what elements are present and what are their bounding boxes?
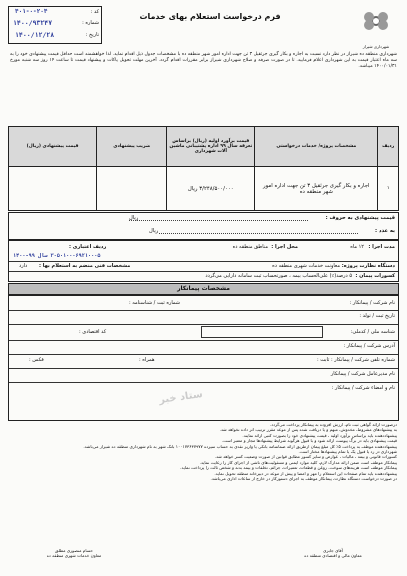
manager-name-label: نام مدیرعامل شرکت / پیمانکار (330, 371, 395, 377)
duration-value: ۱۲ ماه (350, 244, 364, 250)
offer-box (8, 212, 399, 240)
table-cell-offer-price[interactable] (9, 167, 97, 211)
table-header-coefficient: ضریب پیشنهادی (97, 127, 167, 167)
dept-value: معاونت خدمات شهری منطقه ده (272, 263, 340, 269)
table-header-base-price: قیمت برآورد اولیه (ریال) براساس تعرفه سال ۹۹ اداره پشتیبانی ماشین آلات شهرداری (167, 127, 255, 167)
signature-block-1 (14, 548, 134, 559)
note-item: به پیشنهادهای مشروط، مخدوش، مبهم و یا دریافت شده پس از موعد مقرر ترتیب اثر داده نخواهد شد. (219, 427, 397, 433)
table-cell-coefficient[interactable] (97, 167, 167, 211)
services-table (8, 126, 399, 211)
offer-numbers-unit: ریال (149, 228, 159, 234)
page-title: فرم درخواست استعلام بهای خدمات (139, 12, 281, 21)
note-item: قیمت پیشنهادی باید در برگ پیوست ارائه شود و با قبول هرگونه شرایط پیشنهادها مجاز و معتبر است. (221, 438, 397, 444)
signatory-role: معاون مالی و اقتصادی منطقه ده (304, 553, 362, 559)
logo-text: شهرداری شیراز (362, 44, 390, 49)
signature-label: نام و امضاء شرکت / پیمانکار : (331, 385, 395, 391)
note-item: پیشنهاددهنده موظف به پرداخت ۵٪ کل مبلغ پیمان ازطریق ارائه ضمانتنامه بانکی یا واریز نقدی به حساب سپرده ۱۰۰۱۷۳۶۳۷۹۷۷ بانک شهر به نام شهرداری منطقه ده شیراز می‌باشد. (83, 443, 397, 449)
intro-paragraph: شهرداری منطقه ده شیراز در نظر دارد نسبت به اجاره و بکار گیری جرثقیل ۳ تن جهت اداره امور شهر منطقه ده با مشخصات جدول ذیل اقدام نماید. لذا خواهشمند است حداقل قیمت پیشنهادی خود را به سه ماه اعتبار قیمت به این شهرداری اعلام فرمایید. تا در صورت صرفه و صلاح شهرداری شیراز برابر مقررات اقدام گردد. آخرین مهلت تحویل پاکات و پیشنهاد قیمت تا ساعت ۱۴ روز سه شنبه مورخ ۱۴۰۰/۰۱/۳۱ میباشد. (10, 52, 397, 69)
table-header-desc: مشخصات پروژه/ خدمات درخواستی (255, 127, 378, 167)
deduction-value: ۵ درصد(٪) علی‌الحساب بیمه ، صورتحساب ثبت سامانه دارایی می‌گردد (205, 273, 352, 279)
signatory-role: معاون خدمات شهری منطقه ده (46, 553, 102, 559)
table-header-index: ردیف (378, 127, 399, 167)
address-label: آدرس شرکت / پیمانکار : (343, 343, 395, 349)
note-item: پیمانکار موظف است هزینه‌های سوخت، روغن و قطعات، تعمیرات، جرائم، تخلفات و بیمه بدنه و شخص ثالث را پرداخت نماید. (180, 465, 397, 471)
logo (353, 8, 399, 49)
offer-numbers-label: به عدد : (375, 228, 395, 234)
notes-list (10, 422, 397, 481)
location-value: مناطق منطقه ده (232, 244, 268, 250)
ref-date-label: تاریخ : (85, 32, 99, 38)
national-id-label: شناسه ملی / کدملی: (350, 329, 395, 335)
ref-code-label: کد : (90, 9, 99, 15)
ref-number-value: ۱۴۰۰/۹۳۲۴۷ (13, 19, 53, 27)
ref-date-value: ۱۴۰۰/۱۲/۲۸ (15, 31, 55, 39)
budget-value: ۳۰۵۰۱۰۰۰۶۹۲۱۰۰۰۵ سال ۹۹-۱۴۰۰ (13, 253, 101, 259)
table-cell-index: ۱ (378, 167, 399, 211)
national-id-field[interactable] (201, 326, 323, 338)
reference-box (8, 6, 102, 44)
table-header-offer-price: قیمت پیشنهادی (ریال) (9, 127, 97, 167)
phone-fixed-label: شماره تلفن شرکت / پیمانکار : ثابت : (316, 357, 395, 363)
economic-code-label: کد اقتصادی : (79, 329, 107, 335)
duration-label: مدت اجرا : (368, 244, 395, 250)
note-item: شهرداری در رد یا قبول یک یا تمام پیشنهادها مختار است. (298, 449, 397, 455)
fax-label: فکس : (29, 357, 44, 363)
reg-number-label: شماره ثبت / شناسنامه : (129, 300, 180, 306)
note-item: پیشنهاددهنده باید تمام صفحات این استعلام را مهر و امضا و پیش از موعد در دبیرخانه منطقه تحویل نماید. (214, 470, 397, 476)
signature-block-2 (273, 548, 393, 559)
company-name-label: نام شرکت / پیمانکار : (349, 300, 395, 306)
note-item: پیمانکار موظف است ضمن ارائه مدارک لازم، کلیه موارد ایمنی و مسئولیت‌های ناشی از اجرای کار را رعایت نماید. (199, 459, 397, 465)
signatory-name: حسام منصوری مطلق (54, 548, 93, 553)
approval-label: مشخصات فنی منضم به استعلام بها : (39, 263, 131, 269)
watermark: ستاد خبر (158, 389, 204, 406)
signatory-name: آقای جابری (323, 548, 343, 553)
offer-numbers-field[interactable] (159, 233, 358, 234)
dept-label: دستگاه نظارت پروژه: (341, 263, 395, 269)
approval-value: دارد (19, 263, 28, 269)
mobile-label: همراه : (139, 357, 155, 363)
ref-number-label: شماره : (82, 20, 99, 26)
offer-letters-label: قیمت پیشنهادی به حروف : (325, 215, 395, 221)
contractor-form (8, 295, 399, 421)
ref-code-value: ۴۰۱-۰-۲۰۴ (15, 8, 48, 15)
deduction-label: کسورات پیمان : (355, 273, 395, 279)
reg-date-label: تاریخ ثبت / تولد : (359, 313, 395, 319)
note-item: درصورت ارائه گواهی ثبت نام، ارزش افزوده به پیمانکار پرداخت می‌گردد. (269, 422, 397, 427)
note-item: در صورت درخواست دستگاه نظارت، پیمانکار موظف به اجرای دستورکار در خارج از ساعات اداری می‌باشد. (210, 476, 397, 482)
project-info-box (8, 240, 399, 282)
contractor-section-title: مشخصات پیمانکار (8, 283, 399, 295)
table-cell-base-price: ۳/۲۴۸/۵۰۰/۰۰۰ ریال (167, 167, 255, 211)
budget-label: ردیف اعتباری : (69, 244, 107, 250)
location-label: محل اجرا : (271, 244, 298, 250)
offer-letters-field[interactable] (129, 220, 308, 221)
offer-letters-unit: ریال (129, 215, 139, 221)
city-logo-icon (353, 8, 399, 42)
table-cell-desc: اجاره و بکار گیری جرثقیل ۳ تن جهت اداره امور شهر منطقه ده (255, 167, 378, 211)
note-item: پیشنهاددهنده باید براساس برآورد اولیه ، قیمت پیشنهادی خود را بصورت کتبی ارائه نمایند. (242, 432, 397, 438)
note-item: کسورات قانونی و بیمه ، مالیات ، عوارض و سایر کسور مطابق قوانین از صورت وضعیت کسر خواهد شد. (214, 454, 397, 460)
